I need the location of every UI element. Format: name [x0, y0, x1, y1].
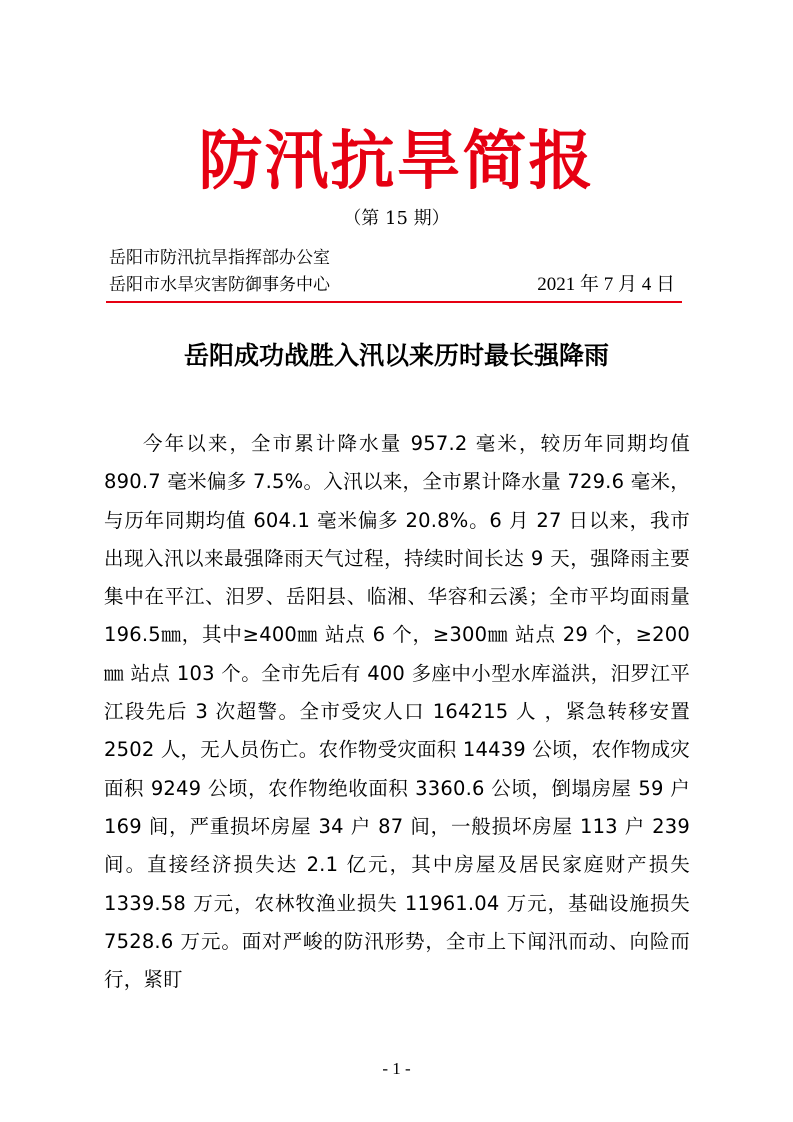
issuer-office: 岳阳市防汛抗旱指挥部办公室 — [109, 248, 330, 268]
page-number: - 1 - — [382, 1059, 411, 1078]
article-paragraph: 今年以来，全市累计降水量 957.2 毫米，较历年同期均值 890.7 毫米偏多 7.5%。入汛以来，全市累计降水量 729.6 毫米，与历年同期均值 604.1 毫米偏多 20.8%。6 月 27 日以来，我市出现入汛以来最强降雨天气过程，持续时间长达 9 天，强降雨主要集中在平江、汨罗、岳阳县、临湘、华容和云溪；全市平均面雨量 196.5㎜，其中≥400㎜ 站点 6 个，≥300㎜ 站点 29 个，≥200㎜ 站点 103 个。全市先后有 400 多座中小型水库溢洪，汨罗江平江段先后 3 次超警。全市受灾人口 164215 人 ，紧急转移安置 2502 人，无人员伤亡。农作物受灾面积 14439 公顷，农作物成灾面积 9249 公顷，农作物绝收面积 3360.6 公顷，倒塌房屋 59 户 169 间，严重损坏房屋 34 户 87 间，一般损坏房屋 113 户 239 间。直接经济损失达 2.1 亿元，其中房屋及居民家庭财产损失 1339.58 万元，农林牧渔业损失 11961.04 万元，基础设施损失 7528.6 万元。面对严峻的防汛形势，全市上下闻汛而动、向险而行，紧盯 — [104, 432, 690, 992]
issue-number: （第 15 期） — [343, 208, 450, 229]
issuer-center: 岳阳市水旱灾害防御事务中心 — [109, 275, 330, 295]
red-divider-rule — [106, 301, 682, 303]
bulletin-masthead: 防汛抗旱简报 — [198, 124, 595, 199]
issue-date: 2021 年 7 月 4 日 — [537, 274, 675, 295]
article-title: 岳阳成功战胜入汛以来历时最长强降雨 — [183, 341, 609, 370]
